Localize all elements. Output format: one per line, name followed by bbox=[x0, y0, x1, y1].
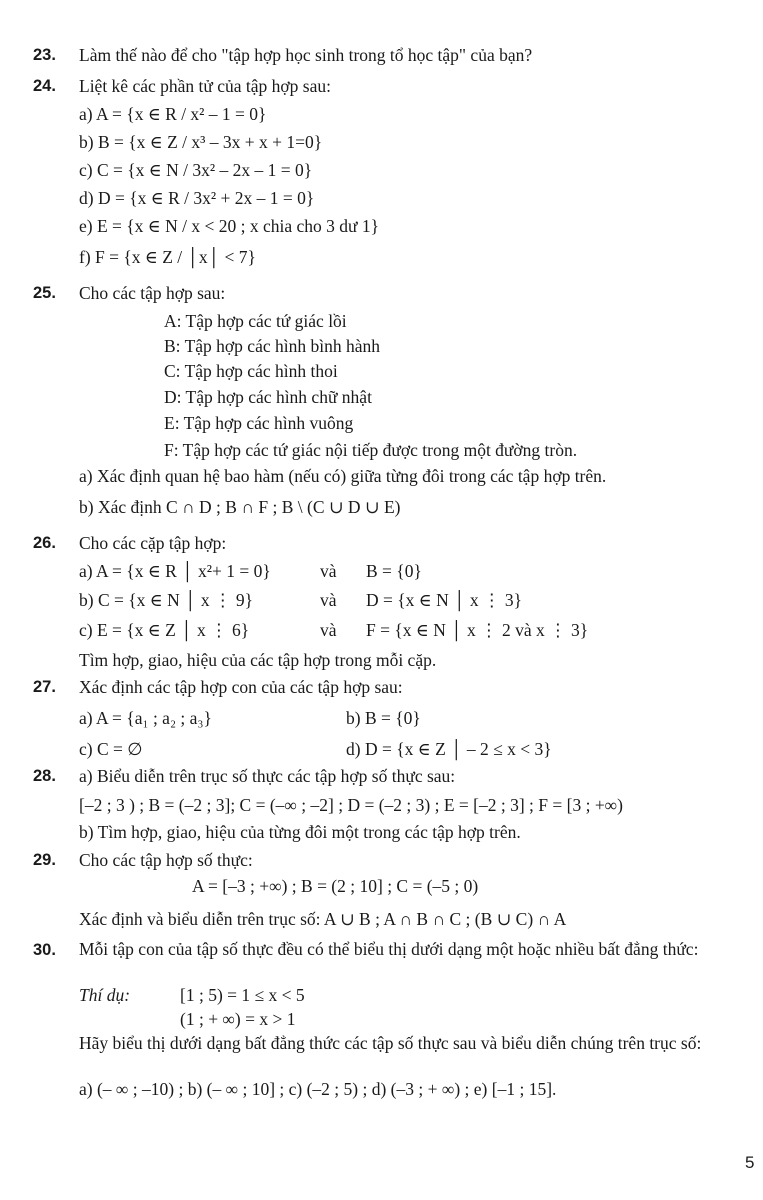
problem-25-set-b: B: Tập hợp các hình bình hành bbox=[164, 336, 380, 356]
problem-27-text: Xác định các tập hợp con của các tập hợp sau: bbox=[79, 677, 403, 697]
problem-25-set-f: F: Tập hợp các tứ giác nội tiếp được trong một đường tròn. bbox=[164, 440, 578, 460]
problem-25-set-a: A: Tập hợp các tứ giác lồi bbox=[164, 311, 347, 331]
problem-number-25: 25. bbox=[33, 284, 56, 302]
problem-number-26: 26. bbox=[33, 534, 56, 552]
problem-24-item-a: a) A = {x ∈ R / x² – 1 = 0} bbox=[79, 104, 267, 124]
problem-26-row-c-left: c) E = {x ∈ Z │ x ⋮ 6} bbox=[79, 620, 250, 640]
problem-25-set-e: E: Tập hợp các hình vuông bbox=[164, 413, 354, 433]
problem-29-task: Xác định và biểu diễn trên trục số: A ∪ B ; A ∩ B ∩ C ; (B ∪ C) ∩ A bbox=[79, 909, 567, 929]
problem-30-example-label: Thí dụ: bbox=[79, 985, 131, 1005]
problem-26-text: Cho các cặp tập hợp: bbox=[79, 533, 227, 553]
problem-26-end: Tìm hợp, giao, hiệu của các tập hợp trong mỗi cặp. bbox=[79, 650, 437, 670]
problem-24-item-f: f) F = {x ∈ Z / │x│ < 7} bbox=[79, 247, 256, 267]
problem-25-part-b: b) Xác định C ∩ D ; B ∩ F ; B \ (C ∪ D ∪ E) bbox=[79, 497, 401, 517]
problem-26-row-c-right: F = {x ∈ N │ x ⋮ 2 và x ⋮ 3} bbox=[366, 620, 589, 640]
problem-number-29: 29. bbox=[33, 851, 56, 869]
problem-26-row-a-and: và bbox=[320, 561, 337, 581]
problem-24-item-b: b) B = {x ∈ Z / x³ – 3x + x + 1=0} bbox=[79, 132, 323, 152]
problem-24-item-d: d) D = {x ∈ R / 3x² + 2x – 1 = 0} bbox=[79, 188, 315, 208]
problem-28-part-b: b) Tìm hợp, giao, hiệu của từng đôi một trong các tập hợp trên. bbox=[79, 822, 521, 842]
problem-28-text: a) Biểu diễn trên trục số thực các tập hợp số thực sau: bbox=[79, 766, 456, 786]
problem-24-text: Liệt kê các phần tử của tập hợp sau: bbox=[79, 76, 331, 96]
problem-30-example-2: (1 ; + ∞) = x > 1 bbox=[180, 1009, 296, 1029]
problem-25-set-c: C: Tập hợp các hình thoi bbox=[164, 361, 338, 381]
problem-24-item-e: e) E = {x ∈ N / x < 20 ; x chia cho 3 dư 1} bbox=[79, 216, 380, 236]
page-number: 5 bbox=[745, 1153, 755, 1172]
problem-30-task: Hãy biểu thị dưới dạng bất đẳng thức các tập số thực sau và biểu diễn chúng trên trục số: bbox=[79, 1033, 702, 1053]
problem-28-sets: [–2 ; 3 ) ; B = (–2 ; 3]; C = (–∞ ; –2] ; D = (–2 ; 3) ; E = [–2 ; 3] ; F = [3 ; +∞) bbox=[79, 795, 623, 815]
problem-26-row-b-right: D = {x ∈ N │ x ⋮ 3} bbox=[366, 590, 523, 610]
problem-24-item-c: c) C = {x ∈ N / 3x² – 2x – 1 = 0} bbox=[79, 160, 313, 180]
problem-30-list: a) (– ∞ ; –10) ; b) (– ∞ ; 10] ; c) (–2 ; 5) ; d) (–3 ; + ∞) ; e) [–1 ; 15]. bbox=[79, 1079, 557, 1099]
problem-25-text: Cho các tập hợp sau: bbox=[79, 283, 226, 303]
problem-29-text: Cho các tập hợp số thực: bbox=[79, 850, 253, 870]
problem-27-part-a: a) A = {a₁ ; a₂ ; a₃} bbox=[79, 708, 212, 728]
problem-number-24: 24. bbox=[33, 77, 56, 95]
problem-number-30: 30. bbox=[33, 941, 56, 959]
problem-26-row-a-left: a) A = {x ∈ R │ x²+ 1 = 0} bbox=[79, 561, 271, 581]
problem-25-part-a: a) Xác định quan hệ bao hàm (nếu có) giữa từng đôi trong các tập hợp trên. bbox=[79, 466, 607, 486]
problem-27-part-c: c) C = ∅ bbox=[79, 739, 143, 759]
problem-23-text: Làm thế nào để cho "tập hợp học sinh trong tổ học tập" của bạn? bbox=[79, 45, 533, 65]
problem-number-23: 23. bbox=[33, 46, 56, 64]
problem-26-row-a-right: B = {0} bbox=[366, 561, 422, 581]
problem-26-row-b-left: b) C = {x ∈ N │ x ⋮ 9} bbox=[79, 590, 254, 610]
problem-26-row-c-and: và bbox=[320, 620, 337, 640]
problem-26-row-b-and: và bbox=[320, 590, 337, 610]
problem-30-text: Mỗi tập con của tập số thực đều có thể biểu thị dưới dạng một hoặc nhiều bất đẳng thức: bbox=[79, 939, 699, 959]
problem-27-part-d: d) D = {x ∈ Z │ – 2 ≤ x < 3} bbox=[346, 739, 552, 759]
problem-number-27: 27. bbox=[33, 678, 56, 696]
problem-25-set-d: D: Tập hợp các hình chữ nhật bbox=[164, 387, 372, 407]
problem-29-sets: A = [–3 ; +∞) ; B = (2 ; 10] ; C = (–5 ; 0) bbox=[192, 876, 479, 896]
problem-number-28: 28. bbox=[33, 767, 56, 785]
problem-27-part-b: b) B = {0} bbox=[346, 708, 421, 728]
problem-30-example-1: [1 ; 5) = 1 ≤ x < 5 bbox=[180, 985, 305, 1005]
